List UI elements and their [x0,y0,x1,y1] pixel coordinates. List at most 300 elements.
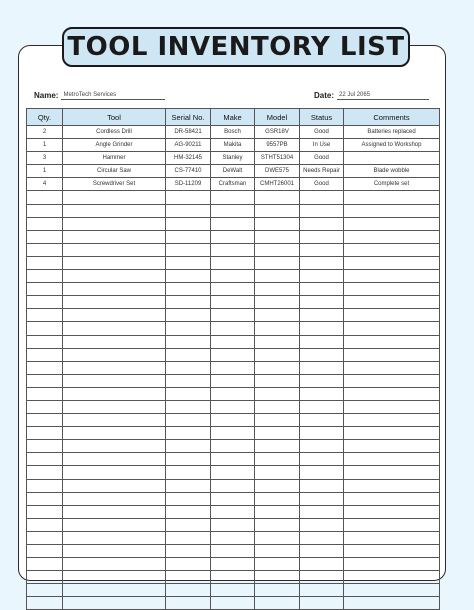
cell-qty[interactable]: 4 [27,178,63,191]
cell-model[interactable] [255,322,300,335]
cell-status[interactable] [300,584,344,597]
cell-qty[interactable] [27,256,63,269]
empty-table-row [27,440,440,453]
empty-table-row [27,335,440,348]
cell-make[interactable] [211,479,255,492]
empty-table-row [27,492,440,505]
cell-status[interactable] [300,374,344,387]
cell-comments[interactable] [344,270,440,283]
empty-table-row [27,453,440,466]
cell-serial[interactable] [166,453,211,466]
cell-comments[interactable] [344,361,440,374]
cell-serial[interactable] [166,309,211,322]
cell-comments[interactable] [344,400,440,413]
cell-serial[interactable] [166,243,211,256]
cell-qty[interactable] [27,479,63,492]
empty-table-row [27,243,440,256]
cell-tool[interactable] [63,531,166,544]
empty-table-row [27,400,440,413]
empty-table-row [27,204,440,217]
cell-qty[interactable] [27,492,63,505]
cell-make[interactable] [211,348,255,361]
cell-status[interactable] [300,597,344,610]
cell-serial[interactable] [166,283,211,296]
cell-tool[interactable]: Cordless Drill [63,126,166,139]
cell-comments[interactable] [344,348,440,361]
cell-tool[interactable] [63,453,166,466]
cell-model[interactable] [255,505,300,518]
cell-tool[interactable] [63,217,166,230]
cell-make[interactable] [211,558,255,571]
cell-comments[interactable] [344,204,440,217]
cell-make[interactable]: Craftsman [211,178,255,191]
cell-qty[interactable] [27,217,63,230]
cell-model[interactable] [255,348,300,361]
cell-make[interactable] [211,387,255,400]
cell-model[interactable]: 9557PB [255,139,300,152]
cell-comments[interactable] [344,256,440,269]
cell-serial[interactable] [166,545,211,558]
cell-tool[interactable] [63,571,166,584]
cell-tool[interactable] [63,296,166,309]
empty-table-row [27,217,440,230]
table-row [27,178,440,191]
cell-model[interactable] [255,191,300,204]
cell-model[interactable] [255,230,300,243]
cell-status[interactable] [300,296,344,309]
cell-make[interactable] [211,270,255,283]
cell-model[interactable] [255,309,300,322]
date-value[interactable]: 22 Jul 2065 [337,92,429,100]
cell-tool[interactable] [63,584,166,597]
name-field [34,91,165,100]
cell-make[interactable] [211,374,255,387]
cell-comments[interactable] [344,492,440,505]
cell-comments[interactable] [344,571,440,584]
cell-tool[interactable] [63,256,166,269]
cell-comments[interactable] [344,558,440,571]
cell-make[interactable] [211,505,255,518]
cell-make[interactable] [211,518,255,531]
cell-status[interactable] [300,335,344,348]
cell-make[interactable] [211,453,255,466]
cell-comments[interactable] [344,414,440,427]
cell-tool[interactable] [63,400,166,413]
cell-serial[interactable] [166,230,211,243]
cell-serial[interactable] [166,479,211,492]
cell-model[interactable] [255,414,300,427]
cell-status[interactable]: Good [300,178,344,191]
cell-tool[interactable] [63,597,166,610]
column-header-qty: Qty. [27,109,63,126]
cell-status[interactable] [300,479,344,492]
cell-tool[interactable] [63,191,166,204]
cell-make[interactable] [211,230,255,243]
cell-qty[interactable] [27,440,63,453]
cell-status[interactable] [300,256,344,269]
cell-status[interactable]: Needs Repair [300,165,344,178]
cell-serial[interactable]: DR-58421 [166,126,211,139]
cell-model[interactable] [255,518,300,531]
cell-make[interactable] [211,414,255,427]
cell-make[interactable] [211,243,255,256]
cell-tool[interactable] [63,270,166,283]
cell-tool[interactable] [63,414,166,427]
cell-status[interactable] [300,531,344,544]
cell-model[interactable]: CMHT26001 [255,178,300,191]
cell-comments[interactable] [344,387,440,400]
cell-serial[interactable] [166,571,211,584]
cell-make[interactable] [211,322,255,335]
cell-serial[interactable] [166,191,211,204]
cell-status[interactable] [300,427,344,440]
cell-make[interactable] [211,492,255,505]
empty-table-row [27,505,440,518]
date-label: Date: [314,91,335,100]
cell-model[interactable] [255,453,300,466]
cell-qty[interactable] [27,204,63,217]
table-row [27,139,440,152]
cell-qty[interactable] [27,414,63,427]
cell-comments[interactable] [344,217,440,230]
cell-qty[interactable] [27,584,63,597]
cell-status[interactable] [300,191,344,204]
cell-comments[interactable] [344,479,440,492]
cell-serial[interactable] [166,256,211,269]
empty-table-row [27,518,440,531]
cell-serial[interactable] [166,387,211,400]
cell-status[interactable] [300,230,344,243]
cell-model[interactable] [255,335,300,348]
cell-model[interactable] [255,597,300,610]
cell-model[interactable] [255,571,300,584]
cell-serial[interactable] [166,335,211,348]
cell-comments[interactable] [344,283,440,296]
column-header-make: Make [211,109,255,126]
cell-tool[interactable]: Screwdriver Set [63,178,166,191]
column-header-model: Model [255,109,300,126]
cell-tool[interactable] [63,283,166,296]
cell-serial[interactable]: HM-32145 [166,152,211,165]
cell-status[interactable] [300,204,344,217]
cell-comments[interactable] [344,584,440,597]
cell-qty[interactable] [27,309,63,322]
cell-model[interactable] [255,387,300,400]
cell-make[interactable] [211,309,255,322]
cell-comments[interactable] [344,505,440,518]
cell-qty[interactable] [27,230,63,243]
empty-table-row [27,427,440,440]
cell-tool[interactable]: Hammer [63,152,166,165]
cell-qty[interactable] [27,270,63,283]
cell-make[interactable]: Makita [211,139,255,152]
cell-tool[interactable] [63,322,166,335]
cell-qty[interactable] [27,361,63,374]
cell-model[interactable] [255,243,300,256]
cell-make[interactable] [211,335,255,348]
cell-model[interactable]: STHT51304 [255,152,300,165]
cell-qty[interactable] [27,335,63,348]
empty-table-row [27,256,440,269]
cell-serial[interactable] [166,558,211,571]
cell-model[interactable] [255,466,300,479]
cell-qty[interactable] [27,518,63,531]
cell-qty[interactable] [27,348,63,361]
cell-status[interactable] [300,571,344,584]
cell-qty[interactable] [27,322,63,335]
cell-serial[interactable] [166,296,211,309]
cell-comments[interactable]: Complete set [344,178,440,191]
empty-table-row [27,531,440,544]
cell-qty[interactable] [27,296,63,309]
name-value[interactable]: MetroTech Services [61,92,165,100]
cell-model[interactable] [255,204,300,217]
cell-make[interactable] [211,256,255,269]
empty-table-row [27,584,440,597]
table-row [27,126,440,139]
cell-make[interactable] [211,283,255,296]
cell-model[interactable] [255,296,300,309]
cell-model[interactable]: GSR18V [255,126,300,139]
cell-status[interactable] [300,400,344,413]
cell-status[interactable] [300,453,344,466]
cell-status[interactable] [300,505,344,518]
cell-tool[interactable] [63,466,166,479]
cell-model[interactable] [255,545,300,558]
cell-comments[interactable] [344,545,440,558]
cell-comments[interactable] [344,230,440,243]
cell-make[interactable] [211,361,255,374]
cell-model[interactable] [255,283,300,296]
cell-qty[interactable]: 1 [27,139,63,152]
cell-make[interactable] [211,204,255,217]
cell-serial[interactable] [166,584,211,597]
cell-serial[interactable] [166,597,211,610]
cell-model[interactable] [255,427,300,440]
cell-qty[interactable]: 2 [27,126,63,139]
cell-make[interactable] [211,296,255,309]
cell-tool[interactable] [63,545,166,558]
cell-make[interactable] [211,400,255,413]
cell-qty[interactable] [27,531,63,544]
cell-model[interactable] [255,256,300,269]
cell-make[interactable] [211,571,255,584]
cell-model[interactable] [255,374,300,387]
cell-comments[interactable] [344,335,440,348]
cell-tool[interactable] [63,243,166,256]
cell-make[interactable]: DeWalt [211,165,255,178]
cell-serial[interactable] [166,400,211,413]
cell-serial[interactable]: SD-11209 [166,178,211,191]
cell-comments[interactable] [344,152,440,165]
cell-serial[interactable] [166,217,211,230]
cell-tool[interactable] [63,348,166,361]
cell-tool[interactable] [63,492,166,505]
empty-table-row [27,479,440,492]
cell-status[interactable]: Good [300,152,344,165]
cell-qty[interactable] [27,400,63,413]
cell-tool[interactable] [63,518,166,531]
cell-status[interactable] [300,309,344,322]
cell-qty[interactable] [27,505,63,518]
cell-model[interactable]: DWE575 [255,165,300,178]
empty-table-row [27,309,440,322]
cell-model[interactable] [255,558,300,571]
cell-qty[interactable] [27,466,63,479]
cell-qty[interactable] [27,558,63,571]
cell-status[interactable]: Good [300,126,344,139]
cell-comments[interactable] [344,296,440,309]
empty-table-row [27,230,440,243]
cell-serial[interactable] [166,348,211,361]
cell-model[interactable] [255,270,300,283]
cell-status[interactable] [300,361,344,374]
cell-model[interactable] [255,400,300,413]
cell-make[interactable] [211,217,255,230]
cell-status[interactable] [300,492,344,505]
cell-serial[interactable] [166,361,211,374]
cell-qty[interactable] [27,191,63,204]
cell-tool[interactable] [63,479,166,492]
cell-comments[interactable] [344,322,440,335]
cell-tool[interactable] [63,505,166,518]
cell-make[interactable] [211,466,255,479]
cell-serial[interactable] [166,518,211,531]
cell-qty[interactable] [27,597,63,610]
cell-comments[interactable] [344,427,440,440]
cell-tool[interactable] [63,309,166,322]
cell-tool[interactable] [63,387,166,400]
cell-status[interactable] [300,217,344,230]
cell-model[interactable] [255,492,300,505]
cell-tool[interactable] [63,427,166,440]
cell-status[interactable] [300,348,344,361]
cell-serial[interactable]: CS-77410 [166,165,211,178]
cell-make[interactable] [211,191,255,204]
cell-comments[interactable] [344,191,440,204]
cell-status[interactable] [300,414,344,427]
table-body [27,126,440,610]
cell-comments[interactable] [344,440,440,453]
cell-tool[interactable] [63,558,166,571]
table-row [27,165,440,178]
cell-serial[interactable] [166,440,211,453]
cell-qty[interactable] [27,374,63,387]
cell-qty[interactable] [27,243,63,256]
cell-tool[interactable]: Circular Saw [63,165,166,178]
cell-qty[interactable] [27,283,63,296]
cell-serial[interactable] [166,531,211,544]
cell-status[interactable] [300,545,344,558]
cell-make[interactable] [211,531,255,544]
cell-qty[interactable] [27,571,63,584]
empty-table-row [27,597,440,610]
cell-comments[interactable] [344,453,440,466]
page-title: TOOL INVENTORY LIST [67,32,405,62]
cell-status[interactable] [300,440,344,453]
cell-comments[interactable] [344,518,440,531]
cell-model[interactable] [255,217,300,230]
cell-qty[interactable]: 3 [27,152,63,165]
cell-status[interactable]: In Use [300,139,344,152]
cell-tool[interactable] [63,361,166,374]
cell-model[interactable] [255,531,300,544]
cell-comments[interactable] [344,531,440,544]
cell-status[interactable] [300,270,344,283]
inventory-table [26,108,440,610]
cell-status[interactable] [300,387,344,400]
cell-comments[interactable] [344,597,440,610]
cell-qty[interactable] [27,545,63,558]
cell-tool[interactable] [63,230,166,243]
cell-make[interactable] [211,440,255,453]
cell-tool[interactable]: Angle Grinder [63,139,166,152]
cell-serial[interactable] [166,204,211,217]
cell-comments[interactable]: Assigned to Workshop [344,139,440,152]
cell-serial[interactable] [166,270,211,283]
cell-qty[interactable] [27,453,63,466]
cell-status[interactable] [300,466,344,479]
cell-serial[interactable] [166,322,211,335]
cell-make[interactable] [211,427,255,440]
cell-comments[interactable] [344,374,440,387]
cell-status[interactable] [300,322,344,335]
cell-tool[interactable] [63,440,166,453]
cell-status[interactable] [300,283,344,296]
empty-table-row [27,322,440,335]
cell-comments[interactable] [344,243,440,256]
cell-make[interactable]: Bosch [211,126,255,139]
cell-serial[interactable] [166,466,211,479]
empty-table-row [27,296,440,309]
cell-tool[interactable] [63,374,166,387]
cell-status[interactable] [300,558,344,571]
cell-serial[interactable] [166,427,211,440]
cell-model[interactable] [255,479,300,492]
cell-comments[interactable]: Batteries replaced [344,126,440,139]
cell-comments[interactable]: Blade wobble [344,165,440,178]
cell-model[interactable] [255,440,300,453]
cell-qty[interactable] [27,427,63,440]
cell-make[interactable]: Stanley [211,152,255,165]
cell-serial[interactable] [166,414,211,427]
cell-serial[interactable]: AG-90211 [166,139,211,152]
cell-qty[interactable] [27,387,63,400]
column-header-status: Status [300,109,344,126]
table-header-row [27,109,440,126]
cell-make[interactable] [211,545,255,558]
cell-comments[interactable] [344,309,440,322]
cell-make[interactable] [211,584,255,597]
cell-qty[interactable]: 1 [27,165,63,178]
cell-tool[interactable] [63,335,166,348]
empty-table-row [27,466,440,479]
title-banner [62,27,410,67]
cell-serial[interactable] [166,505,211,518]
empty-table-row [27,270,440,283]
cell-comments[interactable] [344,466,440,479]
cell-status[interactable] [300,243,344,256]
cell-serial[interactable] [166,374,211,387]
cell-model[interactable] [255,361,300,374]
empty-table-row [27,191,440,204]
cell-model[interactable] [255,584,300,597]
cell-status[interactable] [300,518,344,531]
cell-serial[interactable] [166,492,211,505]
empty-table-row [27,571,440,584]
cell-tool[interactable] [63,204,166,217]
cell-make[interactable] [211,597,255,610]
